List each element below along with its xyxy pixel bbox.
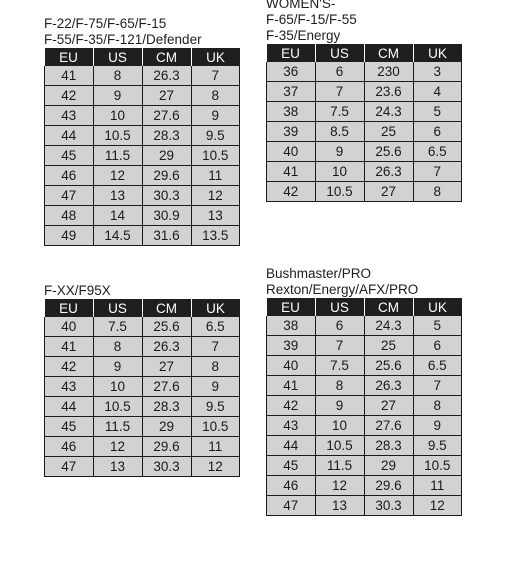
table-cell-eu: 41 — [267, 376, 316, 396]
chart-title: F-XX/F95X — [44, 283, 111, 298]
table-cell-us: 14 — [93, 206, 142, 226]
table-row — [267, 376, 462, 396]
table-cell-cm: 25.6 — [364, 142, 413, 162]
table-cell-uk: 7 — [413, 376, 462, 396]
table-row — [45, 377, 240, 397]
table-cell-uk: 13.5 — [191, 226, 240, 246]
table-cell-cm: 25.6 — [364, 356, 413, 376]
table-cell-cm: 30.3 — [142, 457, 191, 477]
table-cell-cm: 27 — [364, 182, 413, 202]
table-cell-us: 6 — [315, 316, 364, 336]
table-cell-us: 9 — [93, 86, 142, 106]
column-header-us: US — [315, 44, 364, 62]
table-cell-cm: 25 — [364, 122, 413, 142]
table-cell-eu: 36 — [267, 62, 316, 82]
table-cell-cm: 30.9 — [142, 206, 191, 226]
table-cell-cm: 26.3 — [142, 337, 191, 357]
table-cell-us: 8 — [93, 337, 142, 357]
column-header-us: US — [93, 299, 142, 317]
table-cell-us: 12 — [93, 166, 142, 186]
table-cell-us: 7 — [315, 336, 364, 356]
column-header-cm: CM — [142, 48, 191, 66]
table-cell-eu: 37 — [267, 82, 316, 102]
table-row — [267, 336, 462, 356]
table-cell-cm: 25.6 — [142, 317, 191, 337]
table-cell-uk: 6.5 — [413, 356, 462, 376]
table-cell-uk: 10.5 — [413, 456, 462, 476]
table-cell-us: 9 — [93, 357, 142, 377]
table-cell-cm: 27 — [364, 396, 413, 416]
table-row — [45, 206, 240, 226]
table-cell-eu: 42 — [267, 182, 316, 202]
table-row — [45, 86, 240, 106]
table-cell-eu: 43 — [267, 416, 316, 436]
size-table — [44, 48, 240, 246]
table-cell-eu: 42 — [45, 357, 94, 377]
table-cell-uk: 9.5 — [191, 397, 240, 417]
table-cell-cm: 27.6 — [142, 377, 191, 397]
table-row — [267, 162, 462, 182]
table-cell-us: 10.5 — [315, 182, 364, 202]
table-cell-eu: 40 — [267, 356, 316, 376]
table-cell-us: 13 — [93, 186, 142, 206]
table-cell-uk: 10.5 — [191, 146, 240, 166]
column-header-cm: CM — [364, 298, 413, 316]
table-cell-us: 10 — [93, 377, 142, 397]
table-cell-us: 7.5 — [315, 102, 364, 122]
table-cell-cm: 24.3 — [364, 102, 413, 122]
table-cell-us: 8 — [93, 66, 142, 86]
table-cell-uk: 13 — [191, 206, 240, 226]
chart-title: WOMEN'S- — [266, 0, 336, 11]
table-cell-cm: 29 — [142, 417, 191, 437]
table-cell-us: 10 — [93, 106, 142, 126]
table-cell-uk: 7 — [191, 66, 240, 86]
table-cell-us: 6 — [315, 62, 364, 82]
table-cell-us: 11.5 — [315, 456, 364, 476]
table-cell-cm: 27.6 — [364, 416, 413, 436]
size-table — [44, 299, 240, 477]
table-cell-cm: 26.3 — [364, 376, 413, 396]
table-cell-eu: 41 — [267, 162, 316, 182]
table-cell-us: 13 — [315, 496, 364, 516]
table-row — [267, 62, 462, 82]
table-cell-eu: 38 — [267, 102, 316, 122]
column-header-eu: EU — [45, 299, 94, 317]
table-row — [45, 126, 240, 146]
header-row — [267, 44, 462, 62]
table-cell-eu: 44 — [45, 126, 94, 146]
table-row — [45, 417, 240, 437]
table-cell-eu: 46 — [45, 437, 94, 457]
table-cell-cm: 30.3 — [142, 186, 191, 206]
table-row — [267, 182, 462, 202]
table-cell-cm: 24.3 — [364, 316, 413, 336]
table-cell-uk: 9 — [191, 377, 240, 397]
table-row — [45, 337, 240, 357]
column-header-eu: EU — [267, 298, 316, 316]
table-cell-eu: 45 — [45, 146, 94, 166]
table-cell-uk: 8 — [413, 182, 462, 202]
table-row — [267, 102, 462, 122]
table-cell-uk: 8 — [191, 357, 240, 377]
table-cell-cm: 26.3 — [364, 162, 413, 182]
table-cell-cm: 27 — [142, 357, 191, 377]
table-cell-eu: 44 — [267, 436, 316, 456]
table-cell-uk: 11 — [191, 166, 240, 186]
table-cell-us: 7 — [315, 82, 364, 102]
table-cell-uk: 9 — [191, 106, 240, 126]
table-cell-cm: 27 — [142, 86, 191, 106]
table-cell-eu: 39 — [267, 336, 316, 356]
header-row — [45, 48, 240, 66]
table-cell-us: 8 — [315, 376, 364, 396]
table-cell-eu: 40 — [45, 317, 94, 337]
table-cell-eu: 47 — [267, 496, 316, 516]
table-row — [267, 416, 462, 436]
table-cell-cm: 27.6 — [142, 106, 191, 126]
chart-title: F-35/Energy — [266, 28, 341, 43]
column-header-uk: UK — [191, 48, 240, 66]
size-chart-f22-group — [44, 16, 240, 246]
table-cell-cm: 28.3 — [142, 397, 191, 417]
table-cell-uk: 10.5 — [191, 417, 240, 437]
table-cell-cm: 29 — [142, 146, 191, 166]
column-header-cm: CM — [142, 299, 191, 317]
table-cell-uk: 6.5 — [413, 142, 462, 162]
table-cell-uk: 6.5 — [191, 317, 240, 337]
table-row — [267, 142, 462, 162]
table-row — [45, 226, 240, 246]
table-cell-eu: 45 — [267, 456, 316, 476]
table-cell-eu: 46 — [45, 166, 94, 186]
table-cell-uk: 3 — [413, 62, 462, 82]
table-cell-uk: 7 — [413, 162, 462, 182]
table-row — [45, 357, 240, 377]
table-cell-cm: 29.6 — [142, 166, 191, 186]
header-row — [267, 298, 462, 316]
table-cell-eu: 41 — [45, 337, 94, 357]
table-cell-cm: 28.3 — [364, 436, 413, 456]
table-cell-uk: 11 — [191, 437, 240, 457]
column-header-uk: UK — [191, 299, 240, 317]
table-row — [267, 356, 462, 376]
table-row — [45, 186, 240, 206]
table-row — [45, 457, 240, 477]
table-cell-cm: 29.6 — [142, 437, 191, 457]
table-cell-cm: 28.3 — [142, 126, 191, 146]
table-cell-eu: 49 — [45, 226, 94, 246]
table-row — [45, 317, 240, 337]
table-cell-cm: 29 — [364, 456, 413, 476]
table-row — [267, 122, 462, 142]
size-chart-fxx — [44, 283, 240, 477]
table-cell-uk: 12 — [413, 496, 462, 516]
column-header-uk: UK — [413, 44, 462, 62]
size-table — [266, 298, 462, 516]
table-cell-eu: 38 — [267, 316, 316, 336]
table-cell-eu: 42 — [267, 396, 316, 416]
table-cell-us: 11.5 — [93, 417, 142, 437]
table-row — [267, 82, 462, 102]
table-cell-us: 12 — [93, 437, 142, 457]
table-row — [267, 436, 462, 456]
table-cell-us: 7.5 — [93, 317, 142, 337]
size-chart-womens — [266, 0, 462, 202]
table-cell-uk: 12 — [191, 186, 240, 206]
chart-title: F-22/F-75/F-65/F-15 — [44, 16, 167, 31]
table-cell-eu: 47 — [45, 186, 94, 206]
table-cell-uk: 4 — [413, 82, 462, 102]
column-header-cm: CM — [364, 44, 413, 62]
table-cell-cm: 31.6 — [142, 226, 191, 246]
table-cell-us: 13 — [93, 457, 142, 477]
table-cell-uk: 5 — [413, 102, 462, 122]
chart-title: Rexton/Energy/AFX/PRO — [266, 282, 419, 297]
column-header-uk: UK — [413, 298, 462, 316]
table-cell-us: 10 — [315, 162, 364, 182]
chart-title: Bushmaster/PRO — [266, 266, 372, 281]
header-row — [45, 299, 240, 317]
table-row — [267, 316, 462, 336]
column-header-us: US — [315, 298, 364, 316]
table-cell-uk: 9 — [413, 416, 462, 436]
table-cell-us: 10.5 — [93, 397, 142, 417]
table-cell-uk: 6 — [413, 336, 462, 356]
table-cell-us: 10.5 — [315, 436, 364, 456]
table-cell-uk: 11 — [413, 476, 462, 496]
table-row — [267, 456, 462, 476]
size-chart-bushmaster — [266, 266, 462, 516]
table-row — [267, 476, 462, 496]
table-cell-us: 10.5 — [93, 126, 142, 146]
table-cell-eu: 40 — [267, 142, 316, 162]
table-cell-us: 14.5 — [93, 226, 142, 246]
table-cell-eu: 47 — [45, 457, 94, 477]
table-cell-eu: 46 — [267, 476, 316, 496]
column-header-us: US — [93, 48, 142, 66]
chart-title: F-65/F-15/F-55 — [266, 12, 357, 27]
table-row — [267, 396, 462, 416]
table-cell-us: 11.5 — [93, 146, 142, 166]
table-row — [45, 146, 240, 166]
table-cell-uk: 12 — [191, 457, 240, 477]
table-cell-us: 10 — [315, 416, 364, 436]
table-cell-eu: 43 — [45, 106, 94, 126]
table-row — [45, 66, 240, 86]
table-cell-us: 9 — [315, 396, 364, 416]
table-cell-us: 7.5 — [315, 356, 364, 376]
table-cell-us: 12 — [315, 476, 364, 496]
column-header-eu: EU — [45, 48, 94, 66]
table-cell-uk: 5 — [413, 316, 462, 336]
table-cell-uk: 6 — [413, 122, 462, 142]
table-cell-uk: 9.5 — [191, 126, 240, 146]
table-cell-eu: 45 — [45, 417, 94, 437]
table-cell-cm: 30.3 — [364, 496, 413, 516]
table-cell-eu: 39 — [267, 122, 316, 142]
table-cell-eu: 41 — [45, 66, 94, 86]
table-cell-eu: 43 — [45, 377, 94, 397]
size-table — [266, 44, 462, 202]
table-row — [45, 397, 240, 417]
table-cell-eu: 44 — [45, 397, 94, 417]
table-cell-cm: 29.6 — [364, 476, 413, 496]
table-cell-uk: 9.5 — [413, 436, 462, 456]
table-cell-uk: 7 — [191, 337, 240, 357]
table-row — [45, 166, 240, 186]
table-cell-cm: 23.6 — [364, 82, 413, 102]
table-row — [45, 437, 240, 457]
table-cell-eu: 48 — [45, 206, 94, 226]
table-cell-cm: 26.3 — [142, 66, 191, 86]
table-cell-cm: 230 — [364, 62, 413, 82]
table-row — [267, 496, 462, 516]
table-cell-cm: 25 — [364, 336, 413, 356]
table-cell-uk: 8 — [191, 86, 240, 106]
table-cell-eu: 42 — [45, 86, 94, 106]
chart-title: F-55/F-35/F-121/Defender — [44, 32, 202, 47]
table-cell-uk: 8 — [413, 396, 462, 416]
table-cell-us: 8.5 — [315, 122, 364, 142]
table-cell-us: 9 — [315, 142, 364, 162]
table-row — [45, 106, 240, 126]
column-header-eu: EU — [267, 44, 316, 62]
